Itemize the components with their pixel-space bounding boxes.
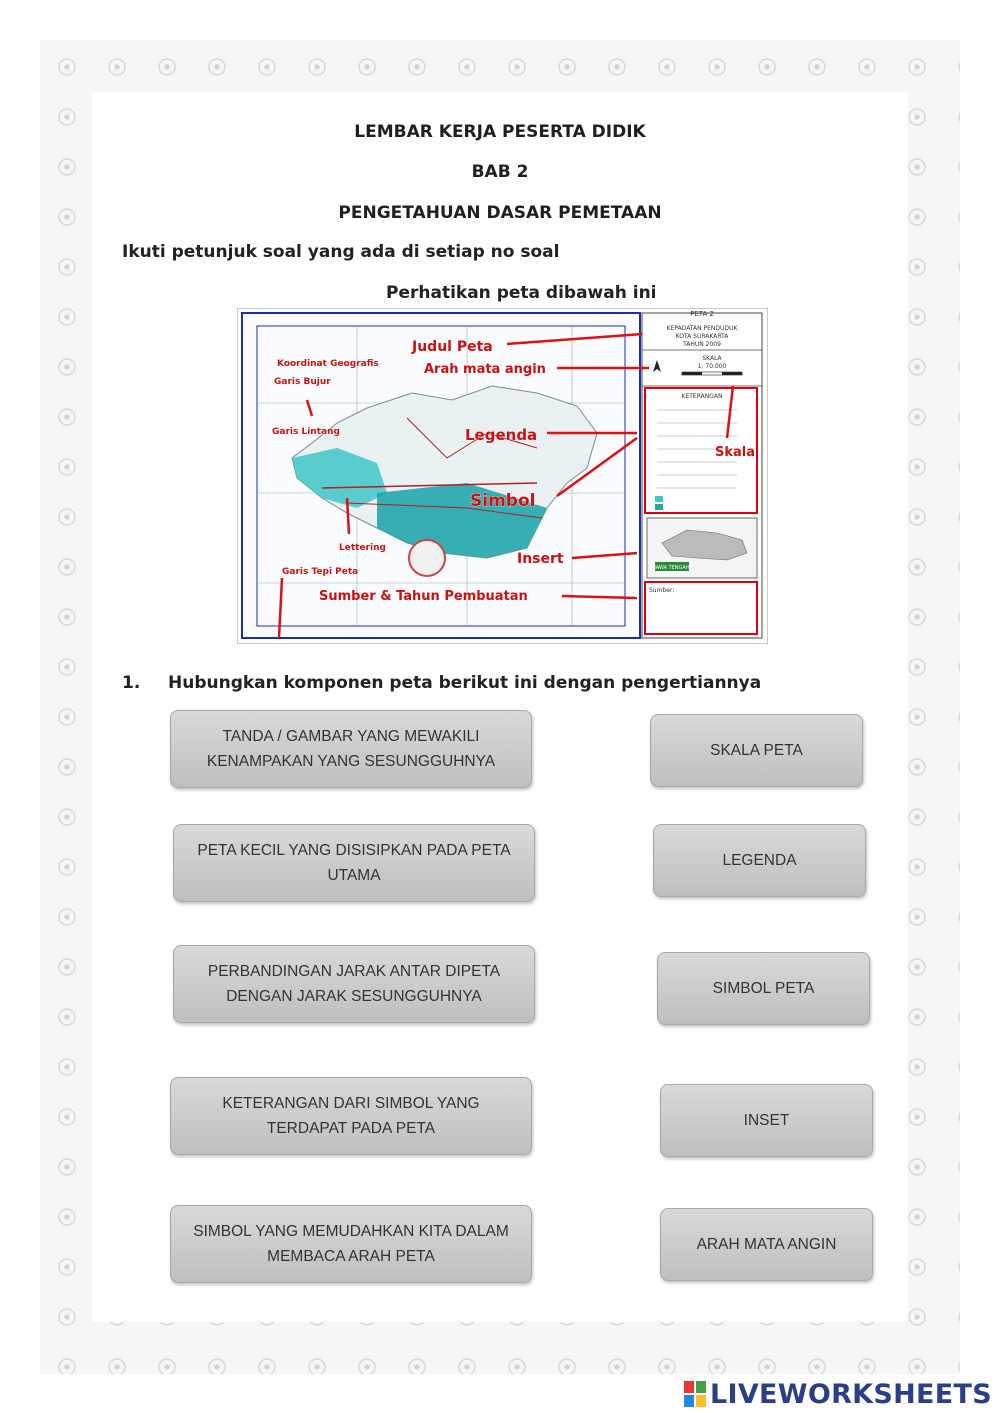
map-caption: Perhatikan peta dibawah ini [386, 283, 657, 303]
scale-value: 1: 70.000 [697, 363, 727, 370]
definition-box-5[interactable]: SIMBOL YANG MEMUDAHKAN KITA DALAM MEMBACA ARAH PETA [170, 1205, 532, 1283]
instruction-text: Ikuti petunjuk soal yang ada di setiap no soal [122, 242, 560, 262]
label-insert: Insert [517, 551, 564, 567]
term-box-skala-peta[interactable]: SKALA PETA [650, 714, 863, 787]
definition-box-2[interactable]: PETA KECIL YANG DISISIPKAN PADA PETA UTAMA [173, 824, 535, 902]
question-number: 1. [122, 673, 141, 693]
term-box-legenda[interactable]: LEGENDA [653, 824, 866, 897]
liveworksheets-logo-icon [684, 1381, 706, 1407]
map-title-line-2: KOTA SURAKARTA [675, 333, 729, 340]
label-simbol: Simbol [470, 491, 536, 511]
label-garis-bujur: Garis Bujur [274, 377, 331, 387]
label-garis-tepi: Garis Tepi Peta [282, 567, 359, 577]
legend-heading: KETERANGAN [681, 393, 723, 400]
chapter-label: BAB 2 [471, 162, 529, 182]
map-figure [237, 308, 768, 644]
label-garis-lintang: Garis Lintang [272, 427, 340, 437]
map-title-line-3: TAHUN 2009 [683, 341, 721, 348]
liveworksheets-watermark [684, 1377, 992, 1411]
term-box-inset[interactable]: INSET [660, 1084, 873, 1157]
label-skala: Skala [715, 445, 756, 460]
legend-title: PETA 2 [690, 310, 714, 318]
term-box-simbol-peta[interactable]: SIMBOL PETA [657, 952, 870, 1025]
label-legenda: Legenda [465, 426, 538, 444]
label-lettering: Lettering [339, 543, 386, 553]
label-arah-mata-angin: Arah mata angin [424, 362, 546, 377]
label-sumber: Sumber & Tahun Pembuatan [319, 589, 528, 604]
label-koordinat-geografis: Koordinat Geografis [277, 359, 379, 369]
label-judul-peta: Judul Peta [412, 339, 493, 355]
watermark-text: LIVEWORKSHEETS [709, 1378, 992, 1410]
definition-box-1[interactable]: TANDA / GAMBAR YANG MEWAKILI KENAMPAKAN YANG SESUNGGUHNYA [170, 710, 532, 788]
page-title: LEMBAR KERJA PESERTA DIDIK [354, 122, 646, 142]
question-text: Hubungkan komponen peta berikut ini dengan pengertiannya [168, 673, 762, 693]
definition-box-3[interactable]: PERBANDINGAN JARAK ANTAR DIPETA DENGAN JARAK SESUNGGUHNYA [173, 945, 535, 1023]
subject-title: PENGETAHUAN DASAR PEMETAAN [338, 203, 662, 223]
map-title-line-1: KEPADATAN PENDUDUK [666, 325, 738, 332]
source-heading: Sumber: [649, 587, 675, 594]
scale-title: SKALA [702, 355, 722, 362]
question-1 [122, 673, 761, 693]
inset-label: JAWA TENGAH [654, 565, 690, 571]
definition-box-4[interactable]: KETERANGAN DARI SIMBOL YANG TERDAPAT PADA PETA [170, 1077, 532, 1155]
term-box-arah-mata-angin[interactable]: ARAH MATA ANGIN [660, 1208, 873, 1281]
watermark-logo [409, 540, 445, 576]
